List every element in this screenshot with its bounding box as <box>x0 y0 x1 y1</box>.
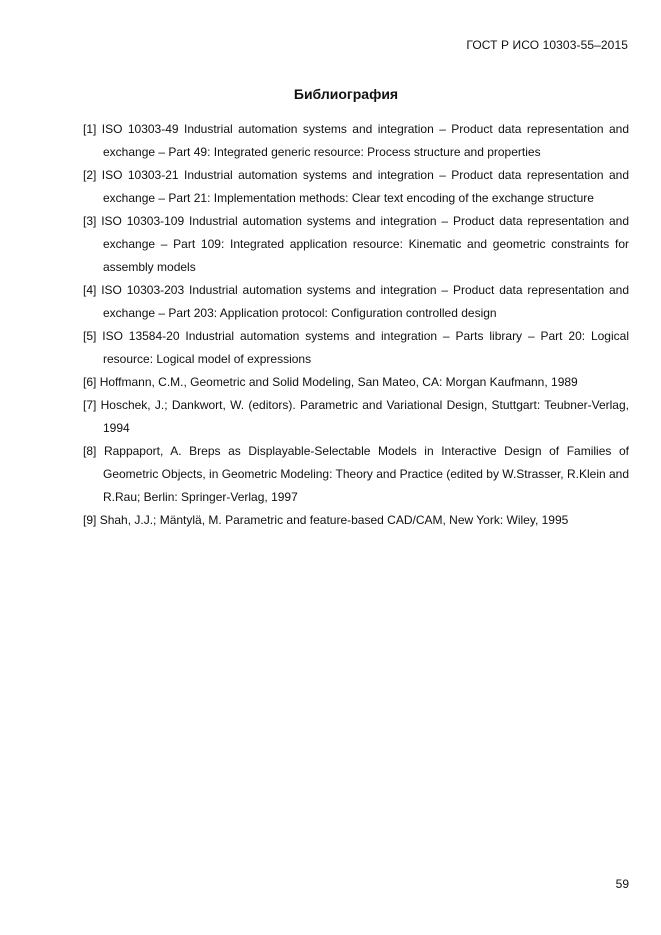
reference-number: [6] <box>83 375 97 389</box>
reference-number: [7] <box>83 398 97 412</box>
reference-text: ISO 10303-21 Industrial automation systems and integration – Product data representation and exchange – Part 21: Implementation methods: Clear text encoding of the exchange structure <box>101 168 629 205</box>
reference-number: [2] <box>83 168 97 182</box>
reference-text: ISO 13584-20 Industrial automation systems and integration – Parts library – Part 20: Logical resource: Logical model of expressions <box>102 329 629 366</box>
bibliography-item <box>83 509 629 532</box>
bibliography-list <box>83 118 629 532</box>
bibliography-item <box>83 164 629 210</box>
reference-number: [8] <box>83 444 97 458</box>
bibliography-item <box>83 118 629 164</box>
reference-number: [4] <box>83 283 97 297</box>
reference-number: [5] <box>83 329 97 343</box>
reference-number: [3] <box>83 214 97 228</box>
reference-number: [1] <box>83 122 97 136</box>
page-title: Библиография <box>293 86 399 102</box>
bibliography-item <box>83 440 629 509</box>
page-number: 59 <box>615 877 629 891</box>
bibliography-item <box>83 325 629 371</box>
bibliography-item <box>83 371 629 394</box>
bibliography-item <box>83 394 629 440</box>
reference-text: Hoschek, J.; Dankwort, W. (editors). Parametric and Variational Design, Stuttgart: Teubner-Verlag, 1994 <box>100 398 629 435</box>
reference-text: ISO 10303-109 Industrial automation systems and integration – Product data representation and exchange – Part 109: Integrated application resource: Kinematic and geometric constraints for assembly models <box>101 214 630 274</box>
reference-text: Shah, J.J.; Mäntylä, M. Parametric and feature-based CAD/CAM, New York: Wiley, 1995 <box>99 513 569 527</box>
reference-text: Rappaport, A. Breps as Displayable-Selectable Models in Interactive Design of Families of Geometric Objects, in Geometric Modeling: Theory and Practice (edited by W.Strasser, R.Klein and R.Rau; Berlin: Springer-Verlag, 1997 <box>103 444 630 504</box>
document-code: ГОСТ Р ИСО 10303-55–2015 <box>466 38 628 52</box>
bibliography-item <box>83 210 629 279</box>
reference-text: ISO 10303-49 Industrial automation systems and integration – Product data representation and exchange – Part 49: Integrated generic resource: Process structure and properties <box>101 122 629 159</box>
reference-text: Hoffmann, C.M., Geometric and Solid Modeling, San Mateo, CA: Morgan Kaufmann, 1989 <box>99 375 578 389</box>
reference-text: ISO 10303-203 Industrial automation systems and integration – Product data representation and exchange – Part 203: Application protocol: Configuration controlled design <box>101 283 630 320</box>
reference-number: [9] <box>83 513 97 527</box>
bibliography-item <box>83 279 629 325</box>
